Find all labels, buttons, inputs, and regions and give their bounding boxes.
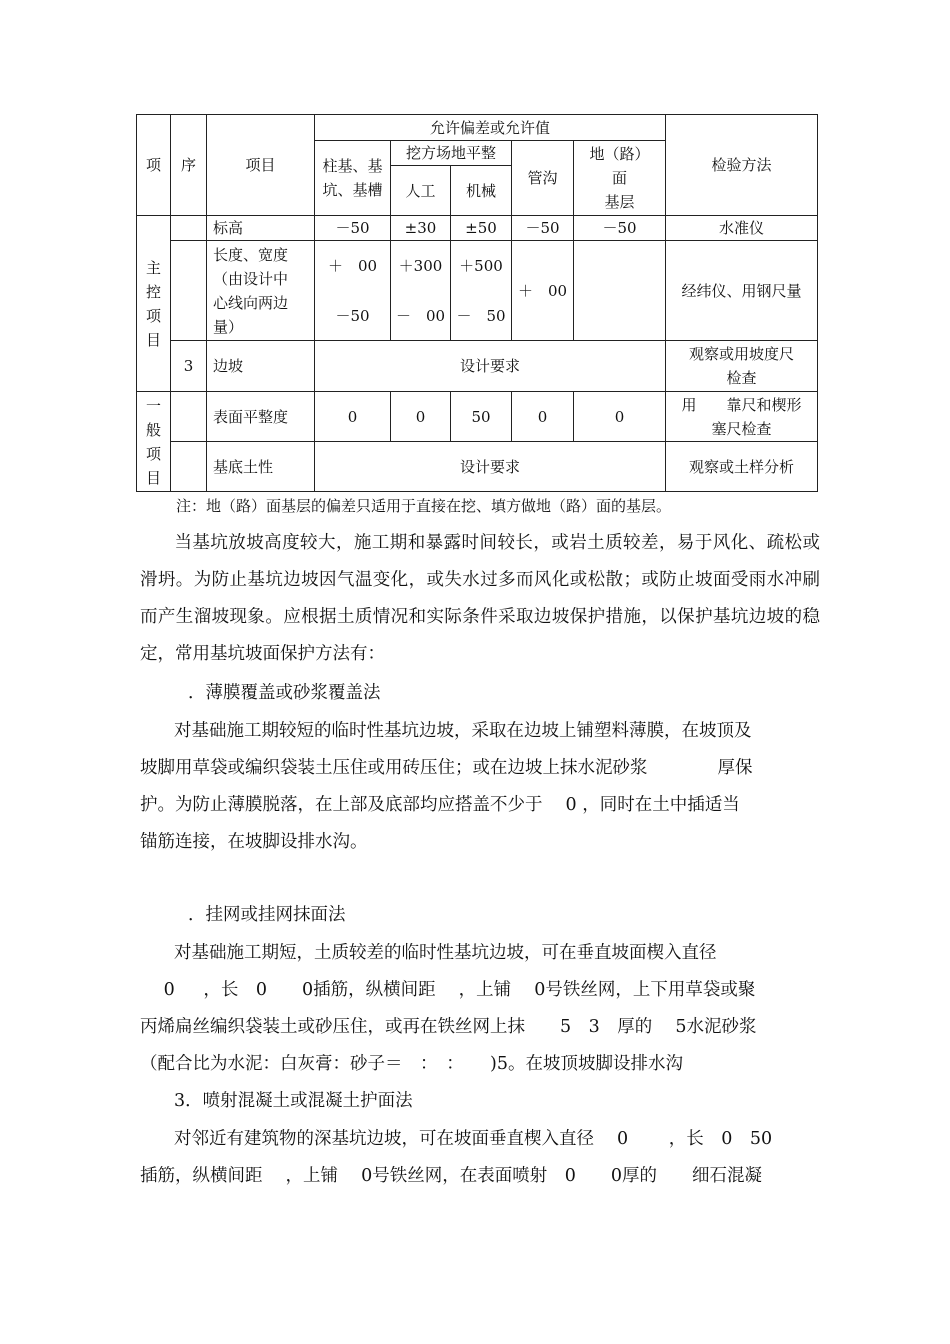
value-cell: 0 xyxy=(315,392,391,442)
header-site-leveling: 挖方场地平整 xyxy=(391,141,512,166)
header-tolerance: 允许偏差或允许值 xyxy=(315,115,666,141)
method-cell: 经纬仪、用钢尺量 xyxy=(666,241,818,341)
paragraph-line: 护。为防止薄膜脱落，在上部及底部均应搭盖不少于 0 ，同时在土中插适当 xyxy=(140,795,740,815)
paragraph-line: 丙烯扁丝编织袋装土或砂压住，或再在铁丝网上抹 5 3 厚的 5水泥砂浆 xyxy=(140,1017,757,1037)
paragraph-line: 对邻近有建筑物的深基坑边坡，可在坡面垂直楔入直径 0 ，长 0 50 xyxy=(174,1129,773,1149)
row-slope xyxy=(137,341,818,392)
value-cell: 0 xyxy=(391,392,451,442)
seq-cell: 3 xyxy=(171,341,207,392)
value-cell: －50 xyxy=(315,216,391,241)
value-cell: 50 xyxy=(451,392,512,442)
item-cell: 表面平整度 xyxy=(207,392,315,442)
value-cell: －50 xyxy=(574,216,666,241)
header-manual: 人工 xyxy=(391,166,451,216)
seq-cell xyxy=(171,216,207,241)
paragraph-line: 对基础施工期短，土质较差的临时性基坑边坡，可在垂直坡面楔入直径 xyxy=(174,943,717,963)
tolerance-table xyxy=(136,114,818,492)
method-cell: 观察或土样分析 xyxy=(666,442,818,492)
method-cell: 水准仪 xyxy=(666,216,818,241)
heading-film-cover: ．薄膜覆盖或砂浆覆盖法 xyxy=(188,683,381,703)
requirement-cell: 设计要求 xyxy=(315,341,666,392)
seq-cell xyxy=(171,392,207,442)
row-elevation xyxy=(137,216,818,241)
value-cell: ＋ 00 xyxy=(512,241,574,341)
method-cell: 观察或用坡度尺 检查 xyxy=(666,341,818,392)
row-flatness xyxy=(137,392,818,442)
value-cell: ±30 xyxy=(391,216,451,241)
header-trench: 管沟 xyxy=(512,141,574,216)
header-seq: 序 xyxy=(171,115,207,216)
paragraph-intro: 当基坑放坡高度较大，施工期和暴露时间较长，或岩土质较差，易于风化、疏松或滑坍。为防止基坑边坡因气温变化，或失水过多而风化或松散；或防止坡面受雨水冲刷而产生溜坡现象。应根据土质情况和实际条件采取边坡保护措施，以保护基坑边坡的稳定，常用基坑坡面保护方法有： xyxy=(140,533,820,664)
heading-shotcrete: 3．喷射混凝土或混凝土护面法 xyxy=(174,1091,413,1111)
header-item: 项目 xyxy=(207,115,315,216)
value-cell: ＋ 00 －50 xyxy=(315,241,391,341)
paragraph-line: 插筋，纵横间距 ，上铺 0号铁丝网，在表面喷射 0 0厚的 细石混凝 xyxy=(140,1166,763,1186)
requirement-cell: 设计要求 xyxy=(315,442,666,492)
value-cell: 0 xyxy=(512,392,574,442)
value-cell: ±50 xyxy=(451,216,512,241)
value-cell: ＋300 － 00 xyxy=(391,241,451,341)
paragraph-line: 锚筋连接，在坡脚设排水沟。 xyxy=(140,832,368,852)
value-cell: －50 xyxy=(512,216,574,241)
group-general: 一 般 项 目 xyxy=(137,392,171,492)
value-cell: 0 xyxy=(574,392,666,442)
table-note: 注：地（路）面基层的偏差只适用于直接在挖、填方做地（路）面的基层。 xyxy=(176,497,672,515)
paragraph-line: 坡脚用草袋或编织袋装土压住或用砖压住；或在边坡上抹水泥砂浆 厚保 xyxy=(140,758,753,778)
paragraph-line: 0 ，长 0 0插筋，纵横间距 ，上铺 0号铁丝网，上下用草袋或聚 xyxy=(158,980,756,1000)
paragraph-line: （配合比为水泥：白灰膏：砂子＝ ： ： )5。在坡顶坡脚设排水沟 xyxy=(140,1054,683,1074)
paragraph-line: 对基础施工期较短的临时性基坑边坡，采取在边坡上铺塑料薄膜，在坡顶及 xyxy=(174,721,752,741)
header-road-base: 地（路） 面 基层 xyxy=(574,141,666,216)
value-cell xyxy=(574,241,666,341)
heading-wire-mesh: ．挂网或挂网抹面法 xyxy=(188,905,346,925)
item-cell: 标高 xyxy=(207,216,315,241)
row-length-width xyxy=(137,241,818,341)
item-cell: 长度、宽度 （由设计中 心线向两边 量） xyxy=(207,241,315,341)
item-cell: 基底土性 xyxy=(207,442,315,492)
method-cell: 用 靠尺和楔形 塞尺检查 xyxy=(666,392,818,442)
item-cell: 边坡 xyxy=(207,341,315,392)
header-xiang: 项 xyxy=(137,115,171,216)
header-pit: 柱基、基 坑、基槽 xyxy=(315,141,391,216)
value-cell: ＋500 － 50 xyxy=(451,241,512,341)
seq-cell xyxy=(171,241,207,341)
header-method: 检验方法 xyxy=(666,115,818,216)
group-main-control: 主 控 项 目 xyxy=(137,216,171,392)
row-soil xyxy=(137,442,818,492)
header-machine: 机械 xyxy=(451,166,512,216)
seq-cell xyxy=(171,442,207,492)
